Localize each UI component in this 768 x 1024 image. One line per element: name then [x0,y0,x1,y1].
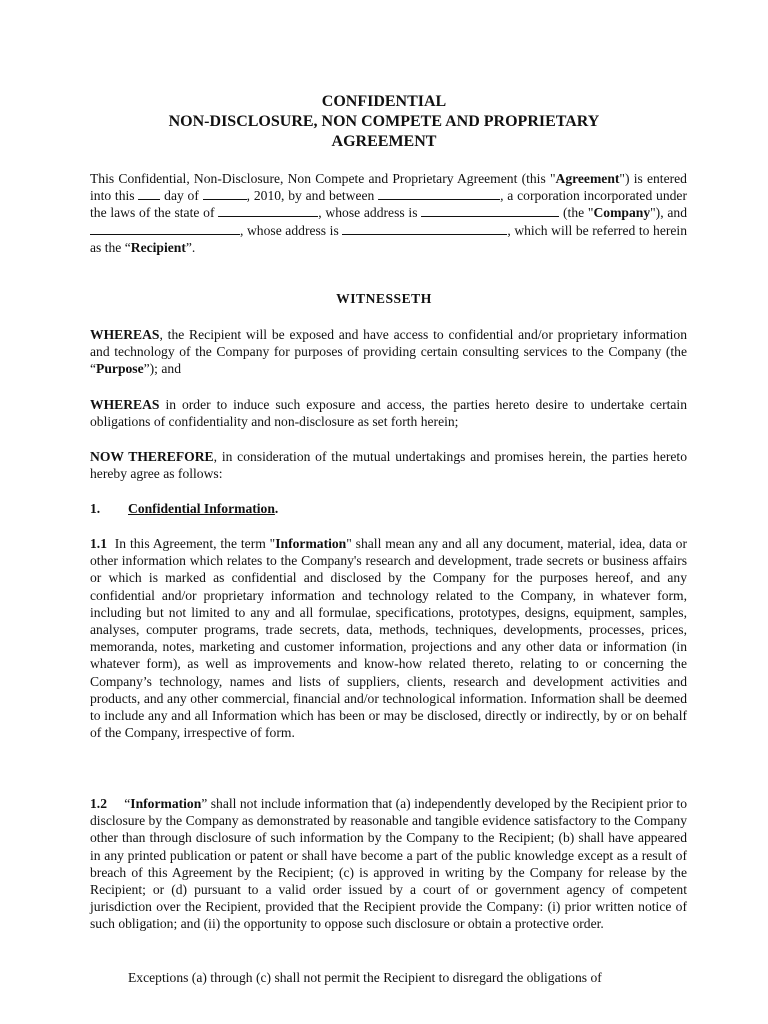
blank-month [203,187,247,200]
blank-day [138,187,160,200]
recipient-term: Recipient [130,239,186,255]
clause-1-2: 1.2 “Information” shall not include information that (a) independently developed by the Recipient prior to disclosure by the Company as demonstrated by reasonable and tangible evidence satisfactory to the Company other than through disclosure of such information by the Company to the Recipient; (b) shall have appeared in any printed publication or patent or shall have become a part of the public knowledge except as a result of breach of this Agreement by the Recipient; (c) is approved in writing by the Company for release by the Recipient; or (d) pursuant to a valid order issued by a court of or government agency of competent jurisdiction over the Recipient, provided that the Recipient provide the Company: (i) prior written notice of such obligation; and (ii) the opportunity to oppose such disclosure or obtain a protective order. [90,796,687,932]
exceptions-paragraph: Exceptions (a) through (c) shall not permit the Recipient to disregard the obligations of [128,970,602,985]
intro-paragraph: This Confidential, Non-Disclosure, Non Compete and Proprietary Agreement (this "Agreement") is entered into this day of , 2010, by and between , a corporation incorporated under the laws of the state of , whose address is (the "Company"), and , whose address is , which will be referred to herein as the “Recipient”. [90,171,688,255]
title-line-1: CONFIDENTIAL [321,93,447,110]
company-term: Company [593,205,651,221]
now-therefore-paragraph: NOW THEREFORE, in consideration of the mutual undertakings and promises herein, the parties hereto hereby agree as follows: [90,449,687,482]
blank-company-address [421,204,559,217]
blank-company-name [378,187,500,200]
whereas-paragraph-2: WHEREAS in order to induce such exposure and access, the parties hereto desire to undertake certain obligations of confidentiality and non-disclosure as set forth herein; [90,397,687,430]
title-line-3: AGREEMENT [331,133,437,150]
agreement-term: Agreement [555,171,620,186]
title-line-2: NON-DISCLOSURE, NON COMPETE AND PROPRIETARY [168,113,600,130]
blank-recipient-name [90,222,240,235]
blank-recipient-address [342,222,507,235]
section-1-heading: 1. Confidential Information. [90,501,279,516]
witnesseth-heading: WITNESSETH [336,291,432,306]
blank-state [218,204,318,217]
clause-1-1: 1.1 In this Agreement, the term "Information" shall mean any and all any document, material, idea, data or other information which relates to the Company's research and development, trade secrets or business affairs or which is marked as confidential and disclosed by the Company for the purposes hereof, and any confidential and/or proprietary information and technology related to the Company, in whatever form, including but not limited to any and all formulae, specifications, prototypes, designs, equipment, samples, analyses, computer programs, trade secrets, data, methods, techniques, developments, processes, prices, memoranda, notes, marketing and customer information, projections and any other data or information (in whatever form), as well as improvements and know-how related thereto, relating to or concerning the Company’s technology, names and lists of suppliers, clients, research and development activities and products, and any other commercial, financial and/or technological information. Information shall be deemed to include any and all Information which has been or may be disclosed, directly or indirectly, by or on behalf of the Company, irrespective of form. [90,536,688,741]
whereas-paragraph-1: WHEREAS, the Recipient will be exposed and have access to confidential and/or proprietary information and technology of the Company for purposes of providing certain consulting services to the Company (the “Purpose”); and [90,327,687,377]
